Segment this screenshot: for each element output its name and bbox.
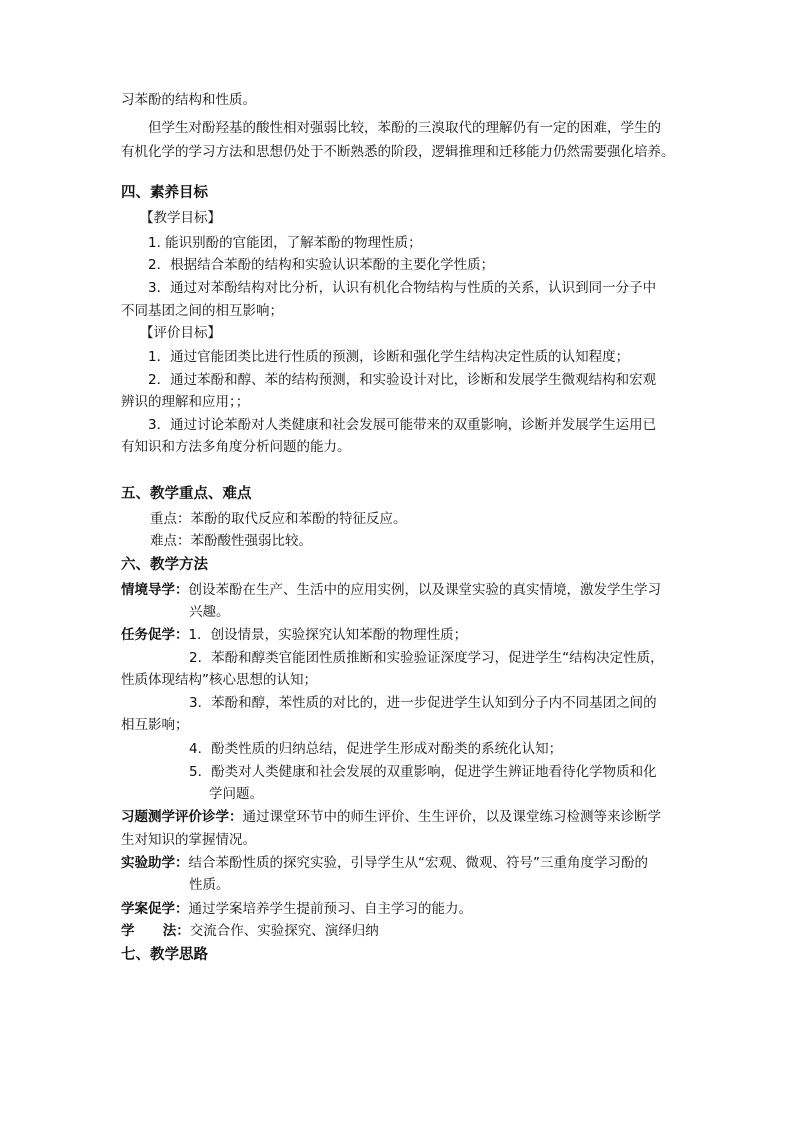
eval-goal-item: 有知识和方法多角度分析问题的能力。 (121, 439, 351, 455)
section-heading: 六、教学方法 (121, 557, 208, 573)
section-heading: 七、教学思路 (121, 947, 208, 963)
method-label: 任务促学： (121, 627, 189, 643)
method-item: 性质体现结构”核心思想的认知； (121, 672, 317, 688)
section-heading: 五、教学重点、难点 (121, 486, 252, 502)
section-heading: 四、素养目标 (121, 185, 208, 201)
method-text: 通过课堂环节中的师生评价、生生评价，以及课堂练习检测等来诊断学 (242, 809, 661, 825)
intro-line: 习苯酚的结构和性质。 (121, 92, 256, 108)
method-item: 4．酚类性质的归纳总结，促进学生形成对酚类的系统化认知； (189, 741, 563, 757)
teach-goal-label: 【教学目标】 (140, 210, 221, 226)
method-text: 交流合作、实验探究、演绎归纳 (189, 923, 379, 939)
method-label: 实验助学： (121, 855, 189, 871)
method-label: 学案促学： (121, 901, 189, 917)
intro-line: 但学生对酚羟基的酸性相对强弱比较，苯酚的三溴取代的理解仍有一定的困难，学生的 (148, 120, 661, 136)
method-text: 结合苯酚性质的探究实验，引导学生从“宏观、微观、符号”三重角度学习酚的 (188, 855, 648, 871)
method-text: 创设苯酚在生产、生活中的应用实例，以及课堂实验的真实情境，激发学生学习 (188, 582, 661, 598)
eval-goal-item: 3．通过讨论苯酚对人类健康和社会发展可能带来的双重影响，诊断并发展学生运用已 (148, 417, 657, 433)
method-item: 2．苯酚和醇类官能团性质推断和实验验证深度学习，促进学生“结构决定性质， (189, 650, 664, 666)
method-text: 通过学案培养学生提前预习、自主学习的能力。 (188, 901, 472, 917)
method-row (121, 581, 661, 599)
teach-goal-item: 2．根据结合苯酚的结构和实验认识苯酚的主要化学性质； (148, 257, 495, 273)
eval-goal-item: 1．通过官能团类比进行性质的预测，诊断和强化学生结构决定性质的认知程度； (148, 349, 630, 365)
method-row (121, 808, 661, 826)
method-row (121, 900, 472, 918)
method-item: 3．苯酚和醇，苯性质的对比的，进一步促进学生认知到分子内不同基团之间的 (189, 695, 657, 711)
method-text: 1．创设情景，实验探究认知苯酚的物理性质； (188, 627, 468, 643)
method-label: 学 法： (121, 923, 190, 939)
method-text: 兴趣。 (189, 604, 230, 620)
intro-line: 有机化学的学习方法和思想仍处于不断熟悉的阶段，逻辑推理和迁移能力仍然需要强化培养。 (121, 144, 675, 160)
method-row (121, 626, 467, 644)
method-item: 相互影响； (121, 717, 189, 733)
method-row (121, 922, 379, 940)
method-label: 情境导学： (121, 582, 189, 598)
method-label: 习题测学评价诊学： (121, 809, 243, 825)
method-text: 性质。 (189, 877, 230, 893)
teach-goal-item: 3．通过对苯酚结构对比分析，认识有机化合物结构与性质的关系，认识到同一分子中 (148, 280, 657, 296)
method-row (121, 854, 648, 872)
teach-goal-item: 1. 能识别酚的官能团，了解苯酚的物理性质； (148, 235, 422, 251)
method-item: 学问题。 (209, 786, 263, 802)
method-text: 生对知识的掌握情况。 (121, 832, 256, 848)
eval-goal-label: 【评价目标】 (140, 325, 221, 341)
method-item: 5．酚类对人类健康和社会发展的双重影响，促进学生辨证地看待化学物质和化 (189, 764, 657, 780)
teach-goal-item: 不同基团之间的相互影响； (121, 303, 283, 319)
eval-goal-item: 2．通过苯酚和醇、苯的结构预测，和实验设计对比，诊断和发展学生微观结构和宏观 (148, 372, 657, 388)
difficulty: 难点：苯酚酸性强弱比较。 (150, 533, 312, 549)
eval-goal-item: 辨识的理解和应用；； (121, 394, 250, 410)
key-point: 重点：苯酚的取代反应和苯酚的特征反应。 (150, 511, 407, 527)
